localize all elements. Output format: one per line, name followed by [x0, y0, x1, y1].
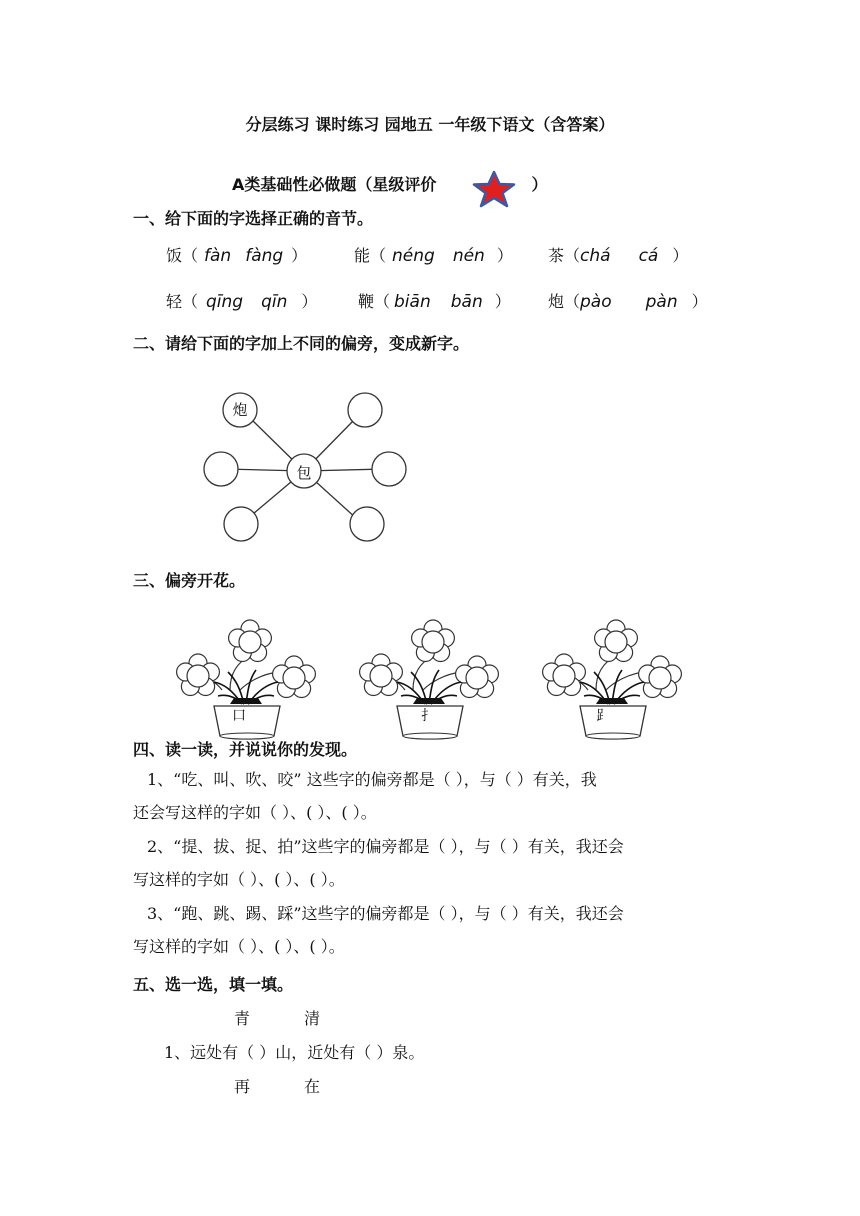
pinyin-item-5: 鞭（ biān bān ） — [358, 292, 511, 312]
question-5-1: 1、远处有（ ）山，近处有（ ）泉。 — [164, 1043, 425, 1062]
section-4-heading: 四、读一读，并说说你的发现。 — [133, 740, 358, 759]
question-4-1: 1、“吃、叫、吹、咬” 这些字的偏旁都是（ ），与（ ）有关，我 还会写这样的字如（ ）、( ）、( ）。 — [133, 770, 597, 822]
pinyin-item-1: 饭（ fàn fàng ） — [166, 246, 308, 266]
page-title: 分层练习 课时练习 园地五 一年级下语文（含答案） — [245, 115, 615, 134]
section-1-heading: 一、给下面的字选择正确的音节。 — [133, 209, 374, 228]
circle-top-right — [348, 393, 382, 427]
radical-star-diagram — [195, 385, 415, 545]
subtitle-text: A类基础性必做题（星级评价 — [232, 175, 437, 194]
pinyin-item-2: 能（ néng nén ） — [354, 246, 513, 266]
section-2-heading: 二、请给下面的字加上不同的偏旁，变成新字。 — [133, 334, 470, 353]
circle-bottom-left — [224, 507, 258, 541]
pinyin-item-4: 轻（ qīng qīn ） — [166, 292, 318, 312]
question-4-3: 3、“跑、跳、踢、踩”这些字的偏旁都是（ ），与（ ）有关，我还会 写这样的字如（ ）、( ）、( ）。 — [133, 904, 624, 956]
question-4-2: 2、“提、拔、捉、拍”这些字的偏旁都是（ ），与（ ）有关，我还会 写这样的字如（ ）、( ）、( ）。 — [133, 837, 624, 889]
pinyin-item-3: 茶（chá cá ） — [548, 246, 689, 266]
circle-left — [204, 452, 238, 486]
pot-radical-1: 口 — [232, 708, 246, 724]
center-char: 包 — [296, 464, 312, 482]
circle-bottom-right — [350, 507, 384, 541]
star-rating-icon — [470, 170, 518, 208]
example-char: 炮 — [232, 401, 248, 419]
pot-radical-2: 扌 — [421, 708, 435, 724]
pot-radical-3: ⻊ — [596, 708, 610, 724]
subtitle-close: ） — [531, 175, 548, 194]
radical-flowers-figure — [170, 612, 710, 744]
flower-pot-1 — [177, 620, 316, 739]
section-5-heading: 五、选一选，填一填。 — [133, 975, 294, 994]
flower-pot-3 — [543, 620, 682, 739]
pinyin-item-6: 炮（pào pàn ） — [548, 292, 708, 312]
choice-pair-1: 青 清 — [234, 1009, 321, 1028]
circle-right — [372, 452, 406, 486]
choice-pair-2: 再 在 — [234, 1077, 321, 1096]
section-3-heading: 三、偏旁开花。 — [133, 571, 246, 590]
